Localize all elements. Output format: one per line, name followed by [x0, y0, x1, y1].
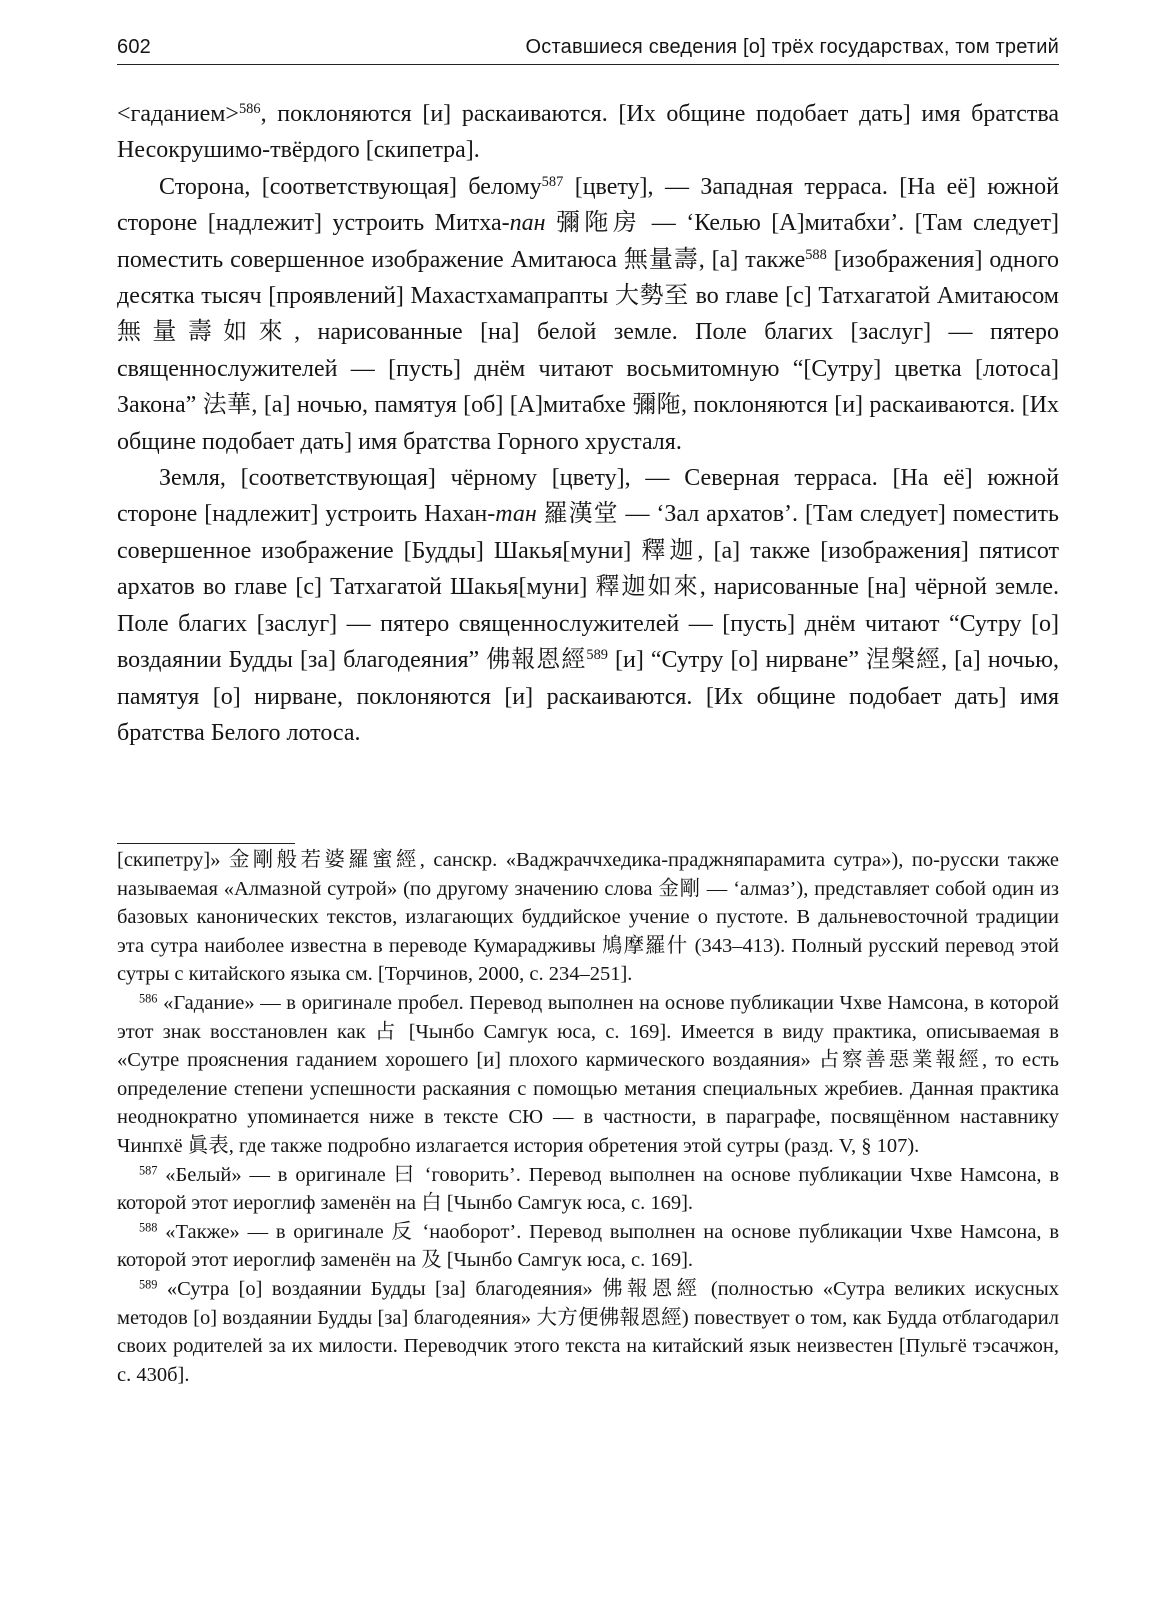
footnote-continuation: [скипетру]» 金剛般若婆羅蜜經, санскр. «Ваджраччхедика-праджняпарамита сутра»), по-русски также называемая «Алмазной сутрой» (по другому значению слова 金剛 — ‘алмаз’), представляет собой один из базовых канонических текстов, излагающих буддийское учение о пустоте. В дальневосточной традиции эта сутра наиболее известна в переводе Кумарадживы 鳩摩羅什 (343–413). Полный русский перевод этой сутры с китайского языка см. [Торчинов, 2000, с. 234–251].	[117, 849, 1059, 986]
paragraph-2-text-a: Сторона, [соответствующая] белому	[159, 173, 542, 200]
paragraph-2-text-d: [изображения] одного десятка тысяч [проявлений] Махастхамапрапты 大勢至 во главе [с] Татхагатой Амитаюсом 無量壽如來, нарисованные [на] белой земле. Поле благих [заслуг] — пятеро священнослужителей — [пусть] днём читают восьмитомную “[Сутру] цветка [лотоса] Закона” 法華, [а] ночью, памятуя [об] [А]митабхе 彌陁, поклоняются [и] раскаиваются. [Их общине подобает дать] имя братства Горного хрусталя.	[117, 246, 1059, 455]
footnote-ref-587: 587	[541, 173, 564, 190]
paragraph-1-text-a: <гаданием>	[117, 101, 239, 127]
paragraph-1	[117, 96, 1059, 169]
running-title: Оставшиеся сведения [о] трёх государствах, том третий	[525, 36, 1059, 58]
paragraph-3-text-a: Земля, [соответствующая] чёрному [цвету], — Северная терраса. [На её] южной стороне [надлежит] устроить Нахан-	[117, 465, 1059, 528]
paragraph-1-text-b: , поклоняются [и] раскаиваются. [Их общине подобает дать] имя братства Несокрушимо-твёрдого [скипетра].	[117, 101, 1059, 164]
footnote-separator	[117, 843, 295, 844]
page-number: 602	[117, 36, 151, 58]
footnote-589	[117, 1275, 1059, 1389]
footnotes	[117, 846, 1059, 1389]
footnote-number: 589	[139, 1277, 158, 1292]
footnote-text: «Гадание» — в оригинале пробел. Перевод выполнен на основе публикации Чхве Намсона, в которой этот знак восстановлен как 占 [Чынбо Самгук юса, с. 169]. Имеется в виду практика, описываемая в «Сутре прояснения гаданием хорошего [и] плохого кармического воздаяния» 占察善惡業報經, то есть определение степени успешности раскаяния с помощью метания специальных жребиев. Данная практика неоднократно упоминается ниже в тексте СЮ — в частности, в параграфе, посвящённом наставнику Чинпхё 眞表, где также подробно излагается история обретения этой сутры (разд. V, § 107).	[117, 991, 1059, 1157]
paragraph-2-italic-term: пан	[509, 210, 546, 237]
paragraph-3-text-c: [и] “Сутру [о] нирване” 涅槃經, [а] ночью, памятуя [о] нирване, поклоняются [и] раскаиваются. [Их общине подобает дать] имя братства Белого лотоса.	[117, 647, 1059, 746]
footnote-text: «Белый» — в оригинале 曰 ‘говорить’. Перевод выполнен на основе публикации Чхве Намсона, в которой этот иероглиф заменён на 白 [Чынбо Самгук юса, с. 169].	[117, 1163, 1059, 1215]
paragraph-2	[117, 169, 1059, 460]
footnote-text: «Также» — в оригинале 反 ‘наоборот’. Перевод выполнен на основе публикации Чхве Намсона, в которой этот иероглиф заменён на 及 [Чынбо Самгук юса, с. 169].	[117, 1220, 1059, 1272]
footnote-588	[117, 1218, 1059, 1275]
running-header	[117, 30, 1059, 65]
footnote-ref-589: 589	[586, 647, 608, 664]
footnote-number: 586	[139, 991, 158, 1006]
footnote-text: «Сутра [о] воздаянии Будды [за] благодеяния» 佛報恩經 (полностью «Сутра великих искусных методов [о] воздаянии Будды [за] благодеяния» 大方便佛報恩經) повествует о том, как Будда отблагодарил своих родителей за их милости. Переводчик этого текста на китайский язык неизвестен [Пульгё тэсачжон, с. 430б].	[117, 1277, 1059, 1386]
paragraph-2-text-b: [цвету], — Западная терраса. [На её] южной стороне [надлежит] устроить Митха-	[117, 173, 1059, 237]
footnote-ref-588: 588	[805, 246, 827, 263]
paragraph-3	[117, 460, 1059, 751]
footnote-number: 587	[139, 1162, 158, 1177]
footnote-ref-586: 586	[238, 101, 261, 118]
footnote-number: 588	[139, 1219, 158, 1234]
main-text	[117, 96, 1059, 751]
paragraph-3-text-b: 羅漢堂 — ‘Зал архатов’. [Там следует] поместить совершенное изображение [Будды] Шакья[муни] 釋迦, [а] также [изображения] пятисот архатов во главе [с] Татхагатой Шакья[муни] 釋迦如來, нарисованные [на] чёрной земле. Поле благих [заслуг] — пятеро священнослужителей — [пусть] днём читают “Сутру [о] воздаянии Будды [за] благодеяния” 佛報恩經	[117, 501, 1059, 674]
paragraph-2-text-c: 彌陁房 — ‘Келью [А]митабхи’. [Там следует] поместить совершенное изображение Амитаюса 無量壽, [а] также	[117, 210, 1059, 273]
paragraph-3-italic-term: тан	[495, 501, 537, 528]
footnote-586	[117, 989, 1059, 1161]
footnote-587	[117, 1161, 1059, 1218]
